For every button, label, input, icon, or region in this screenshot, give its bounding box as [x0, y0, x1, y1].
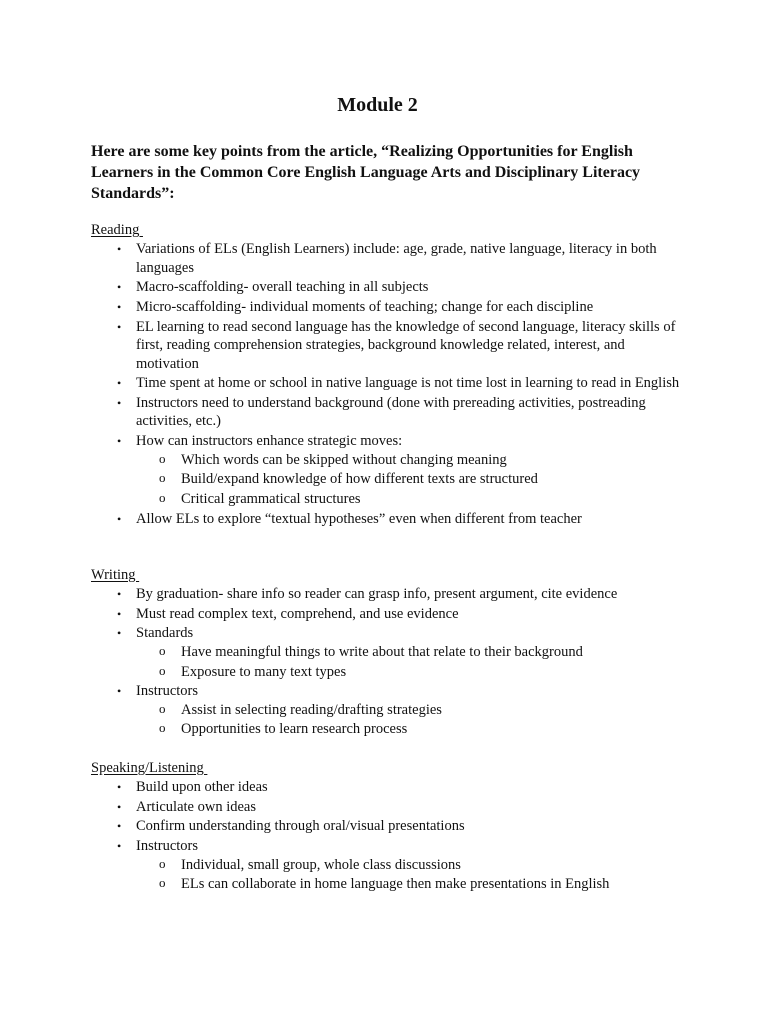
sub-list-item: [136, 720, 681, 739]
bullet-icon: •: [117, 799, 122, 814]
section-heading-writing: [91, 566, 139, 584]
list-item-text: Confirm understanding through oral/visual presentations: [136, 818, 465, 835]
sub-list-item: [136, 663, 681, 682]
sub-list-item: [136, 875, 681, 894]
sub-list-item: [136, 470, 681, 489]
bullet-icon: •: [117, 280, 122, 295]
page-title: Module 2: [337, 94, 418, 116]
sub-list: [136, 451, 681, 509]
list-item: [0, 432, 681, 508]
list-item-text: Macro-scaffolding- overall teaching in all subjects: [136, 279, 429, 296]
list-item: [0, 278, 681, 297]
list-item-text: Instructors: [136, 683, 199, 700]
sub-list-item-text: Exposure to many text types: [181, 663, 347, 680]
list-item-text: EL learning to read second language has the knowledge of second language, literacy skills of first, reading comprehension strategies, background knowledge related, interest, and motivation: [136, 318, 676, 372]
reading-list: [0, 240, 768, 529]
intro-paragraph: Here are some key points from the article, “Realizing Opportunities for English Learners in the Common Core English Language Arts and Disciplinary Literacy Standards”:: [91, 143, 641, 202]
sub-list-item: [136, 701, 681, 720]
list-item: [0, 605, 681, 624]
list-item: [0, 585, 681, 604]
list-item: [0, 510, 681, 529]
hollow-bullet-icon: o: [159, 875, 166, 891]
hollow-bullet-icon: o: [159, 470, 166, 486]
list-item-text: Micro-scaffolding- individual moments of teaching; change for each discipline: [136, 298, 594, 315]
list-item-text: Allow ELs to explore “textual hypotheses” even when different from teacher: [136, 510, 582, 527]
hollow-bullet-icon: o: [159, 662, 166, 678]
sub-list-item-text: Individual, small group, whole class discussions: [181, 856, 461, 873]
bullet-icon: •: [117, 242, 122, 256]
sub-list: [136, 701, 681, 739]
section-heading-speaking-listening-text: Speaking/Listening: [91, 760, 208, 776]
hollow-bullet-icon: o: [159, 642, 166, 658]
sub-list-item-text: Build/expand knowledge of how different texts are structured: [181, 471, 538, 488]
sub-list-item-text: Have meaningful things to write about that relate to their background: [181, 643, 583, 660]
hollow-bullet-icon: o: [159, 855, 166, 871]
bullet-icon: •: [117, 780, 122, 794]
list-item-text: Instructors need to understand background (done with prereading activities, postreading activities, etc.): [136, 394, 646, 430]
writing-list: [0, 585, 768, 740]
sub-list-item: [136, 643, 681, 662]
sub-list-item-text: Critical grammatical structures: [181, 491, 361, 507]
bullet-icon: •: [117, 587, 122, 601]
bullet-icon: •: [117, 839, 122, 854]
bullet-icon: •: [117, 819, 122, 834]
list-item-text: How can instructors enhance strategic moves:: [136, 433, 403, 450]
list-item: [0, 374, 681, 393]
list-item: [0, 624, 681, 681]
sub-list-item: [136, 856, 681, 875]
list-item-text: Articulate own ideas: [136, 798, 256, 815]
sub-list: [136, 856, 681, 894]
section-heading-speaking-listening: [91, 759, 207, 777]
bullet-icon: •: [117, 626, 122, 641]
sub-list-item-text: Assist in selecting reading/drafting strategies: [181, 701, 442, 718]
sub-list-item-text: ELs can collaborate in home language then make presentations in English: [181, 876, 610, 893]
section-heading-writing-text: Writing: [91, 567, 140, 583]
list-item: [0, 798, 681, 817]
list-item-text: Standards: [136, 625, 194, 642]
list-item-text: Must read complex text, comprehend, and use evidence: [136, 605, 459, 622]
sub-list: [136, 643, 681, 681]
speaking-listening-list: [0, 778, 768, 895]
list-item: [0, 240, 681, 277]
sub-list-item-text: Which words can be skipped without changing meaning: [181, 451, 507, 468]
list-item: [0, 817, 681, 836]
section-heading-reading-text: Reading: [91, 222, 143, 238]
list-item-text: By graduation- share info so reader can grasp info, present argument, cite evidence: [136, 586, 618, 602]
hollow-bullet-icon: o: [159, 490, 166, 505]
list-item: [0, 682, 681, 739]
hollow-bullet-icon: o: [159, 450, 166, 466]
sub-list-item: [136, 451, 681, 470]
bullet-icon: •: [117, 376, 122, 391]
list-item: [0, 837, 681, 894]
bullet-icon: •: [117, 511, 122, 526]
list-item: [0, 394, 681, 431]
hollow-bullet-icon: o: [159, 700, 166, 716]
hollow-bullet-icon: o: [159, 720, 166, 736]
bullet-icon: •: [117, 606, 122, 621]
bullet-icon: •: [117, 299, 122, 314]
bullet-icon: •: [117, 434, 122, 449]
list-item-text: Time spent at home or school in native language is not time lost in learning to read in English: [136, 375, 680, 392]
list-item-text: Instructors: [136, 838, 199, 855]
list-item-text: Variations of ELs (English Learners) include: age, grade, native language, literacy in both languages: [136, 241, 657, 276]
bullet-icon: •: [117, 395, 122, 410]
list-item: [0, 298, 681, 317]
section-heading-reading: [91, 221, 143, 239]
bullet-icon: •: [117, 319, 122, 334]
bullet-icon: •: [117, 684, 122, 699]
list-item-text: Build upon other ideas: [136, 779, 268, 795]
sub-list-item: [136, 490, 681, 509]
list-item: [0, 778, 681, 797]
sub-list-item-text: Opportunities to learn research process: [181, 721, 408, 738]
list-item: [0, 318, 681, 374]
